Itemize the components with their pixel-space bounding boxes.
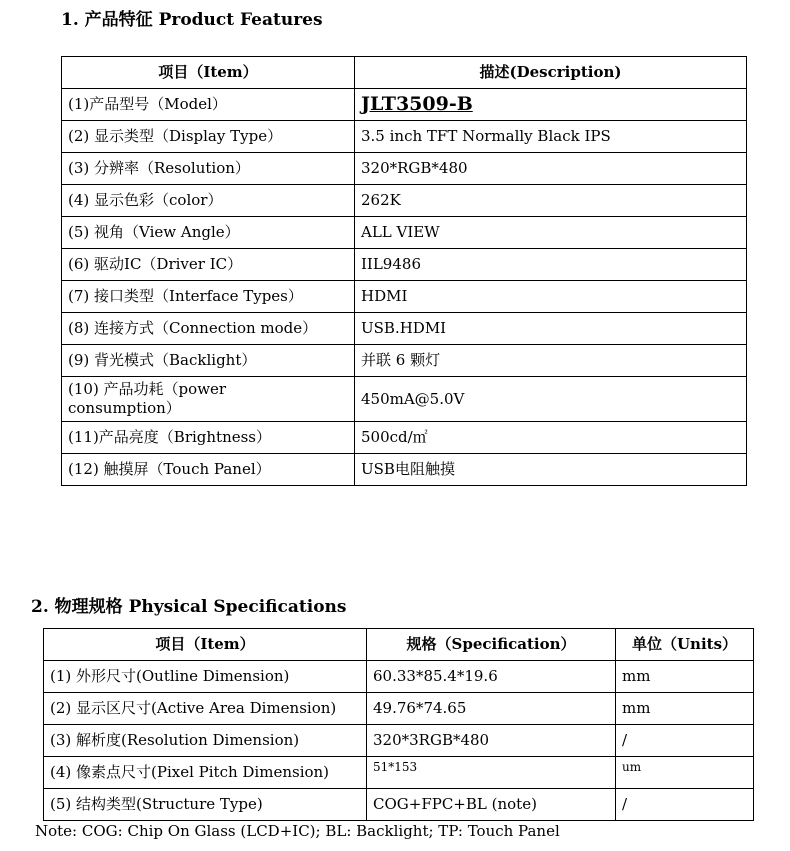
- row-label: (9) 背光模式（Backlight）: [62, 345, 355, 377]
- table-row: [62, 121, 747, 153]
- row-label: (3) 分辨率（Resolution）: [62, 153, 355, 185]
- table-row: [62, 249, 747, 281]
- table-row: [62, 454, 747, 486]
- section1-heading: 1. 产品特征 Product Features: [61, 10, 323, 30]
- row-label: (3) 解析度(Resolution Dimension): [44, 725, 367, 757]
- column-header-specification: 规格（Specification）: [367, 629, 616, 661]
- row-label: (5) 结构类型(Structure Type): [44, 789, 367, 821]
- row-spec: 49.76*74.65: [367, 693, 616, 725]
- table-row: [62, 345, 747, 377]
- table-row: [62, 217, 747, 249]
- row-label: (1) 外形尺寸(Outline Dimension): [44, 661, 367, 693]
- product-features-table: [61, 56, 747, 486]
- row-unit: mm: [616, 693, 754, 725]
- column-header-description: 描述(Description): [355, 57, 747, 89]
- row-label: (2) 显示类型（Display Type）: [62, 121, 355, 153]
- row-label: (12) 触摸屏（Touch Panel）: [62, 454, 355, 486]
- table-row: [62, 377, 747, 422]
- table-header-row: [44, 629, 754, 661]
- row-unit: /: [616, 789, 754, 821]
- table-row: [62, 313, 747, 345]
- row-label: (5) 视角（View Angle）: [62, 217, 355, 249]
- row-label: (6) 驱动IC（Driver IC）: [62, 249, 355, 281]
- row-unit: mm: [616, 661, 754, 693]
- table-row: [62, 422, 747, 454]
- table-row: [44, 693, 754, 725]
- table-row: [62, 281, 747, 313]
- table-row: [44, 757, 754, 789]
- footnote: Note: COG: Chip On Glass (LCD+IC); BL: Backlight; TP: Touch Panel: [35, 822, 560, 840]
- model-number: JLT3509-B: [361, 92, 473, 115]
- column-header-item: 项目（Item）: [62, 57, 355, 89]
- row-value: 3.5 inch TFT Normally Black IPS: [355, 121, 747, 153]
- row-label: (8) 连接方式（Connection mode）: [62, 313, 355, 345]
- row-label: (4) 像素点尺寸(Pixel Pitch Dimension): [44, 757, 367, 789]
- row-value-model: [355, 89, 747, 121]
- section2-heading: 2. 物理规格 Physical Specifications: [31, 597, 347, 617]
- table-header-row: [62, 57, 747, 89]
- table-row: [62, 185, 747, 217]
- row-label: [62, 377, 355, 422]
- row-spec: 60.33*85.4*19.6: [367, 661, 616, 693]
- row-label: (4) 显示色彩（color）: [62, 185, 355, 217]
- column-header-item: 项目（Item）: [44, 629, 367, 661]
- table-row: [44, 789, 754, 821]
- row-spec: COG+FPC+BL (note): [367, 789, 616, 821]
- row-value: 320*RGB*480: [355, 153, 747, 185]
- row-unit: um: [616, 757, 754, 789]
- row-label: (11)产品亮度（Brightness）: [62, 422, 355, 454]
- row-label-line1: (10) 产品功耗（power: [68, 380, 227, 398]
- row-value: ALL VIEW: [355, 217, 747, 249]
- column-header-units: 单位（Units）: [616, 629, 754, 661]
- table-row: [44, 725, 754, 757]
- row-value: 262K: [355, 185, 747, 217]
- row-value: 并联 6 颗灯: [355, 345, 747, 377]
- table-row: [62, 153, 747, 185]
- row-spec: 51*153: [367, 757, 616, 789]
- row-label: (1)产品型号（Model）: [62, 89, 355, 121]
- physical-specifications-table: [43, 628, 754, 821]
- row-value: USB.HDMI: [355, 313, 747, 345]
- row-value: 500cd/㎡: [355, 422, 747, 454]
- row-unit: /: [616, 725, 754, 757]
- table-row: [44, 661, 754, 693]
- row-value: USB电阻触摸: [355, 454, 747, 486]
- row-value: 450mA@5.0V: [355, 377, 747, 422]
- row-value: IIL9486: [355, 249, 747, 281]
- table-row: [62, 89, 747, 121]
- row-label: (2) 显示区尺寸(Active Area Dimension): [44, 693, 367, 725]
- row-label: (7) 接口类型（Interface Types）: [62, 281, 355, 313]
- row-value: HDMI: [355, 281, 747, 313]
- row-spec: 320*3RGB*480: [367, 725, 616, 757]
- row-label-line2: consumption）: [68, 399, 181, 417]
